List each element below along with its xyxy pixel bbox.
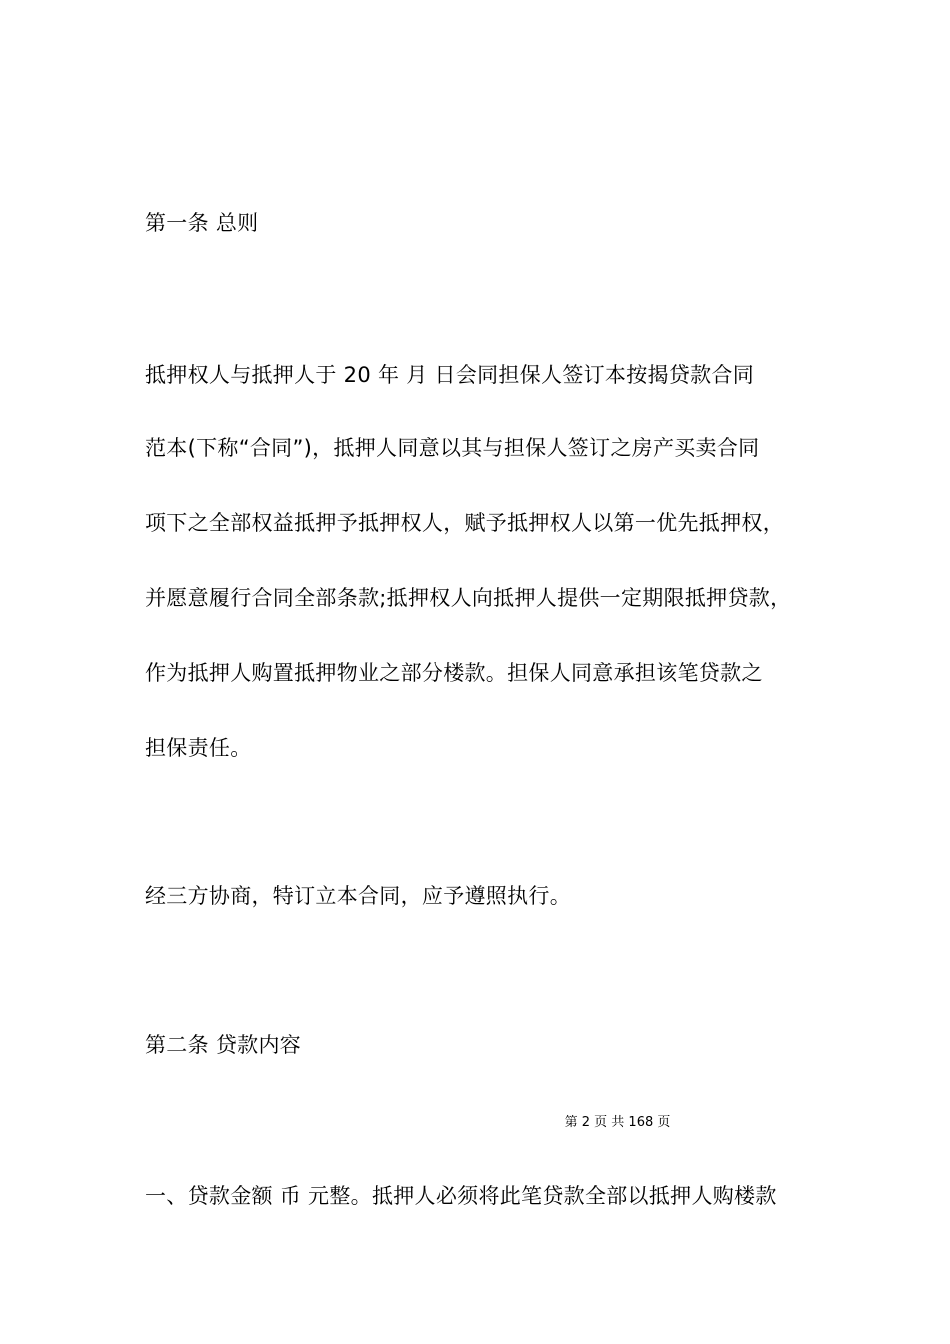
article-1-para-line-2: 范本(下称“合同”)，抵押人同意以其与担保人签订之房产买卖合同: [145, 436, 760, 460]
article-1-para-line-5: 作为抵押人购置抵押物业之部分楼款。担保人同意承担该笔贷款之: [145, 661, 763, 685]
article-2-line-1: 一、贷款金额 币 元整。抵押人必须将此笔贷款全部以抵押人购楼款: [145, 1184, 777, 1208]
article-2-heading: 第二条 贷款内容: [145, 1033, 302, 1057]
article-1-para-line-1: 抵押权人与抵押人于 20 年 月 日会同担保人签订本按揭贷款合同: [145, 363, 755, 387]
article-1-para-line-4: 并愿意履行合同全部条款;抵押权人向抵押人提供一定期限抵押贷款，: [145, 586, 792, 610]
page-number-footer: 第 2 页 共 168 页: [564, 1115, 671, 1130]
article-1-para-line-6: 担保责任。: [145, 736, 252, 760]
article-1-heading: 第一条 总则: [145, 211, 259, 235]
article-1-para-line-3: 项下之全部权益抵押予抵押权人，赋予抵押权人以第一优先抵押权，: [145, 511, 784, 535]
article-1-closing-line: 经三方协商，特订立本合同，应予遵照执行。: [145, 884, 571, 908]
